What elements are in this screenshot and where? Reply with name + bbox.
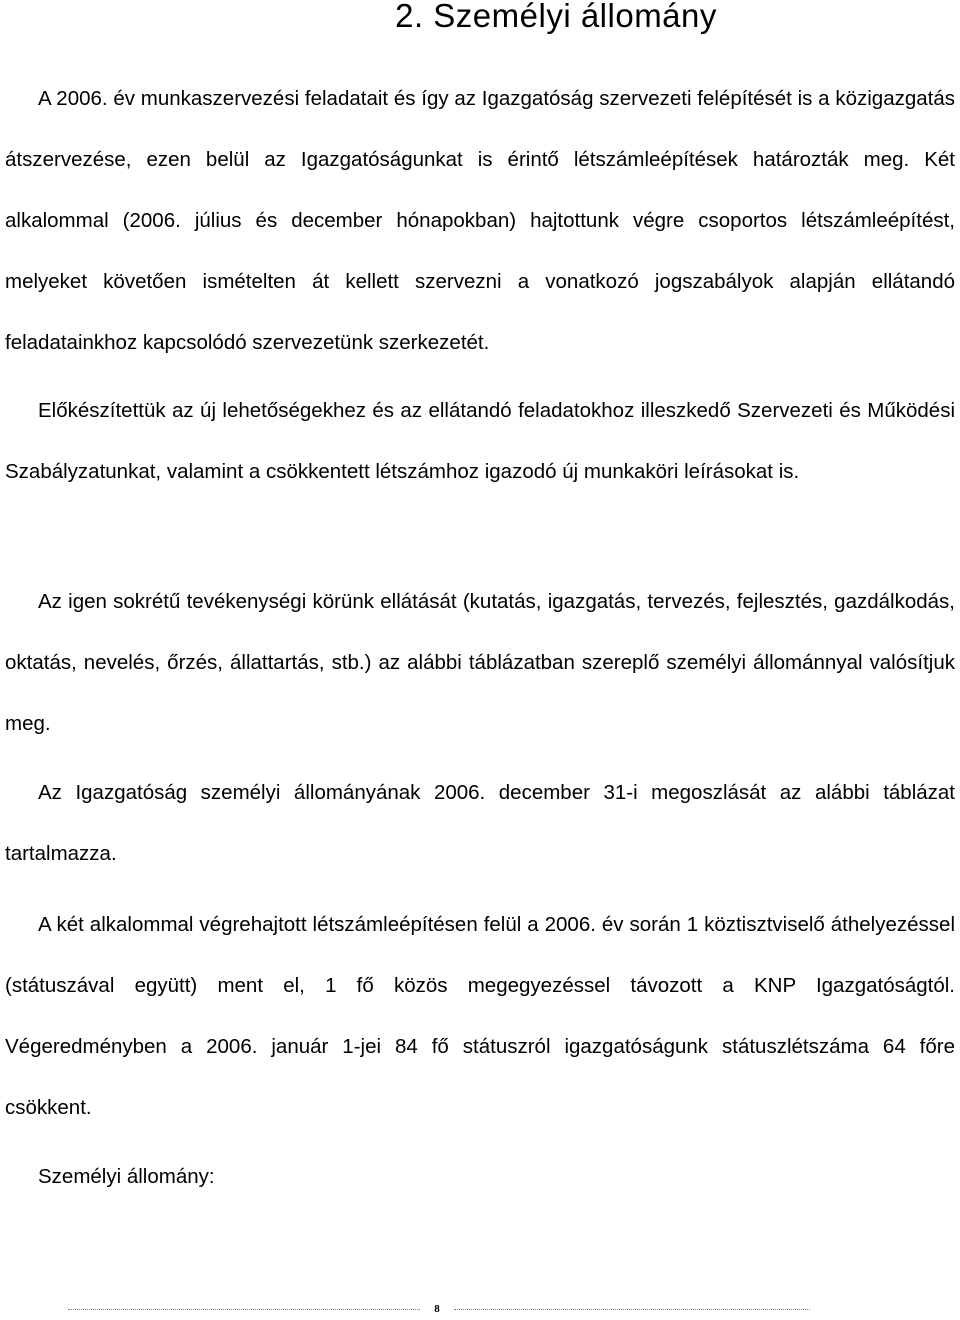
paragraph-regulations: Előkészítettük az új lehetőségekhez és az ellátandó feladatokhoz illeszkedő Szervezeti és Működési Szabályzatunkat, valamint a csökkentett létszámhoz igazodó új munkaköri leírásokat is. bbox=[5, 399, 955, 483]
page-footer bbox=[68, 1303, 810, 1316]
paragraph-activities: Az igen sokrétű tevékenységi körünk ellátását (kutatás, igazgatás, tervezés, fejlesztés, gazdálkodás, oktatás, nevelés, őrzés, állattartás, stb.) az alábbi táblázatban szereplő személyi állománnyal valósítjuk meg. bbox=[5, 590, 955, 735]
footer-rule-left bbox=[68, 1309, 420, 1310]
paragraph-staff-label: Személyi állomány: bbox=[38, 1165, 215, 1188]
footer-rule-right bbox=[454, 1309, 810, 1310]
paragraph-reorganization: A 2006. év munkaszervezési feladatait és így az Igazgatóság szervezeti felépítését is a közigazgatás átszervezése, ezen belül az Igazgatóságunkat is érintő létszámleépítések határozták meg. Két alkalommal (2006. július és december hónapokban) hajtottunk végre csoportos létszámleépítést, melyeket követően ismételten át kellett szervezni a vonatkozó jogszabályok alapján ellátandó feladatainkhoz kapcsolódó szervezetünk szerkezetét. bbox=[5, 87, 955, 354]
paragraph-staff-reduction: A két alkalommal végrehajtott létszámleépítésen felül a 2006. év során 1 köztisztviselő áthelyezéssel (státuszával együtt) ment el, 1 fő közös megegyezéssel távozott a KNP Igazgatóságtól. Végeredményben a 2006. január 1-jei 84 fő státuszról igazgatóságunk státuszlétszáma 64 főre csökkent. bbox=[5, 913, 955, 1119]
section-heading: 2. Személyi állomány bbox=[395, 0, 717, 34]
paragraph-table-intro: Az Igazgatóság személyi állományának 2006. december 31-i megoszlását az alábbi táblázat tartalmazza. bbox=[5, 781, 955, 865]
page-number: 8 bbox=[434, 1303, 440, 1315]
